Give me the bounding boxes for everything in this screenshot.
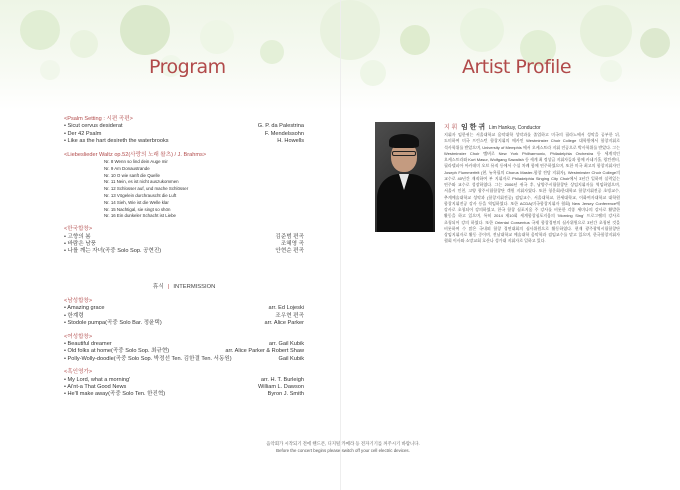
piece-composer: Byron J. Smith	[267, 391, 304, 398]
bokeh-circle	[320, 0, 380, 60]
intermission-en: INTERMISSION	[173, 284, 216, 290]
program-item	[64, 248, 304, 255]
piece-title: • Old folks at home(곡중 Solo Sop. 최규현)	[64, 348, 169, 355]
notice-english: Before the concert begins please switch off your cell electric devices.	[276, 448, 410, 453]
piece-composer: G. P. da Palestrina	[257, 123, 304, 130]
program-item	[64, 193, 304, 200]
bokeh-circle	[200, 20, 234, 54]
program-item	[64, 159, 304, 166]
piece-composer: 안현순 편곡	[275, 248, 304, 255]
piece-composer: arr. Ed Lojeski	[268, 305, 304, 312]
section-heading: <Liebeslieder Waltz op.52(사랑의 노래 왈츠) / J. Brahms>	[64, 151, 207, 158]
piece-composer: 김준범 편곡	[275, 233, 304, 240]
artist-profile-title: Artist Profile	[462, 56, 572, 78]
piece-composer: arr. Gail Kubik	[268, 341, 304, 348]
piece-composer: Gail Kubik	[278, 355, 304, 362]
program-item	[64, 305, 304, 312]
piece-title: Nr. 14 Sieh, Wie ist die Welle klar	[104, 199, 169, 205]
program-title: Program	[149, 56, 226, 78]
piece-title: • Polly-Wolly-doodle(곡중 Solo Sop. 박정선 Ten. 김한결 Ten. 서동원)	[64, 356, 232, 363]
program-item	[64, 179, 304, 186]
bokeh-circle	[640, 28, 670, 58]
piece-composer: William L. Dawson	[257, 384, 304, 391]
program-item	[64, 356, 304, 363]
piece-title: • He'll make away(곡중 Solo Ten. 한진혁)	[64, 391, 165, 398]
piece-title: • 나를 깨는 자녀(곡중 Solo Sop. 공현진)	[64, 248, 161, 255]
piece-title: • Der 42 Psalm	[64, 131, 101, 138]
section-heading: <한국합창>	[64, 226, 93, 233]
piece-title: Nr. 10 O wie sanft die Quelle	[104, 172, 160, 178]
program-item	[64, 200, 304, 207]
program-item	[64, 391, 304, 398]
piece-title: • 고향의 봄	[64, 234, 91, 241]
piece-composer: arr. Alice Parker & Robert Shaw	[225, 348, 304, 355]
artist-biography: 지휘자 임한귀는 서울대학교 음악대학 성악과를 졸업하고 미국의 필라노에서 성악을 공부한 뒤, 도미하여 미국 프린스턴 합창지휘의 메카인 Westminster Choir College 대학원에서 합창지휘로 석사학위를 받았으며, University of Memphis 에서 오케스트라 지휘 전공으로 박사학위를 받았다. 그는 Westminster Choir 멤버로 New York Philharmonic, Philadelphia Orchestra 등 세계적인 오케스트라와 Kurt Masur, Wolfgang Sawalish 등 세계 최 정상급 지휘자들과 함께 카네기홀, 링컨센터, 필라델피아 아카데미 오브 뮤직 등에서 수십 차례 함께 연주하였으며, 또한 미국 최고의 합창지휘자인 Joseph Flummerfelt (현, 뉴욕필의 Chorus Master-합창 전담 지휘자), Westminster Choir College의 교수로 40년간 재직하여 부 지휘자로 Philadelphia Singing City Choir에서 3년간 일하며 실력있는 연주와 교수로 성장하였다. 그는 2006년 귀국 후, 남양주시립합창단 상임지휘자를 역임하였으며, 서울시 인천, 고양 광주시립합창단 객원 지휘자였다. 또한 청운회/한대학교 합창지휘전공 초빙교수, 추계예술대학교 성악과 (합창지휘전공) 겸임교수, 서울대학교, 한세대학교, 이화여자대학교 대학원 합창지휘전공 강사 등을 역임하였다. 또한 ACDA(미국합창지휘자 협회) New Jersey Conference에 강사로 초청되어 강의하였고, 한국 합창 심포지움 주 강사를 비롯한 각종 세미나의 강사로 활발한 활동을 하고 있으며, 특히 2014 제10회 세계합창심포지움의 'Morning Sing' 프로그램의 강사로 초청되어 강의 하였다. 또한 Oriental Consentus 국제 합창경연의 심사위원으로 3년간 초청된 것을 비롯하여 수 많은 국내외 합창 경연대회의 심사위원으로 활동하였다. 현재 광주광역시립합창단 상임지휘자로 활동 중이며, 전남대학교 예술대학 음악학과 겸임교수를 맡고 있으며, 한국합창지휘자 협회 이사와 소망교회 호산나 성가대 지휘자로 일하고 있다.	[444, 132, 620, 244]
piece-title: • Stodole pumpa(곡중 Solo Bar. 정윤택)	[64, 320, 162, 327]
piece-composer: 조우현 편곡	[275, 312, 304, 319]
bokeh-circle	[120, 5, 170, 55]
program-item	[64, 138, 304, 145]
section-heading: <흑인영가>	[64, 369, 93, 376]
intermission-line	[64, 281, 304, 290]
piece-title: • Ai'nt-a That Good News	[64, 384, 126, 391]
page-fold-divider	[340, 0, 341, 490]
piece-title: Nr. 15 Nachtigal, sie singt so shön	[104, 206, 171, 212]
piece-title: • Beautiful dreamer	[64, 341, 112, 348]
piece-title: Nr. 9 Am Donaustrande	[104, 165, 150, 171]
program-item	[64, 186, 304, 193]
artist-name-korean: 임 한 귀	[460, 124, 486, 131]
artist-title-english: , Conductor	[514, 125, 541, 131]
conductor-portrait	[375, 122, 435, 232]
portrait-glasses	[392, 151, 416, 156]
bokeh-circle	[70, 30, 98, 58]
section-heading: <Psalm Setting : 시편 곡편>	[64, 116, 133, 122]
piece-title: • My Lord, what a morning'	[64, 377, 130, 384]
piece-title: Nr. 13 Vögelein durchrauscht die Luft	[104, 193, 177, 199]
program-item	[64, 234, 304, 241]
section-heading: <여성합창>	[64, 333, 93, 340]
bokeh-circle	[600, 60, 622, 82]
piece-title: • 한계령	[64, 313, 84, 320]
program-item	[64, 320, 304, 327]
program-item	[64, 123, 304, 130]
program-item	[64, 131, 304, 138]
bokeh-circle	[360, 60, 386, 86]
piece-title: Nr. 8 Wenn so lind dein Auge mir	[104, 159, 168, 165]
artist-heading	[444, 122, 541, 132]
intermission-separator: |	[167, 284, 170, 290]
bokeh-circle	[580, 5, 632, 57]
piece-title: • Like as the hart desireth the waterbrooks	[64, 138, 169, 145]
bokeh-circle	[20, 10, 60, 50]
concert-notice	[243, 440, 443, 454]
bokeh-circle	[400, 25, 430, 55]
piece-composer: arr. H. T. Burleigh	[260, 376, 304, 383]
piece-title: Nr. 11 Nein, es ist nicht auszukommen	[104, 179, 179, 185]
notice-korean: 음악회가 시작되기 전에 핸드폰, 디지털 카메라 등 전자기기를 꺼주시기 바랍니다.	[266, 441, 420, 446]
piece-composer: 조혜영 곡	[280, 241, 304, 248]
piece-title: • Sicut cervus desiderat	[64, 123, 123, 130]
program-item	[64, 348, 304, 355]
program-list-part2	[64, 298, 304, 399]
piece-title: Nr. 12 Schlosser auf, und mache Schlösser	[104, 186, 189, 192]
artist-role: 지 휘	[444, 125, 458, 131]
program-item	[64, 213, 304, 220]
program-item	[64, 173, 304, 180]
program-item	[64, 377, 304, 384]
program-list-part1	[64, 116, 304, 256]
bokeh-circle	[260, 40, 284, 64]
piece-composer: arr. Alice Parker	[264, 320, 304, 327]
artist-name-english: Lim Hankuy	[488, 125, 515, 131]
piece-title: Nr. 16 Ein dunkeler Schacht ist Liebe	[104, 213, 176, 219]
intermission-ko: 휴식	[152, 284, 164, 290]
program-item	[64, 207, 304, 214]
piece-title: • 바람은 남풍	[64, 241, 96, 248]
piece-title: • Amazing grace	[64, 305, 105, 312]
bokeh-circle	[40, 60, 60, 80]
section-heading: <남성합창>	[64, 298, 93, 304]
piece-composer: F. Mendelssohn	[264, 130, 304, 137]
program-item	[64, 166, 304, 173]
piece-composer: H. Howells	[277, 138, 304, 145]
bokeh-circle	[460, 8, 504, 52]
portrait-hair	[389, 134, 419, 148]
